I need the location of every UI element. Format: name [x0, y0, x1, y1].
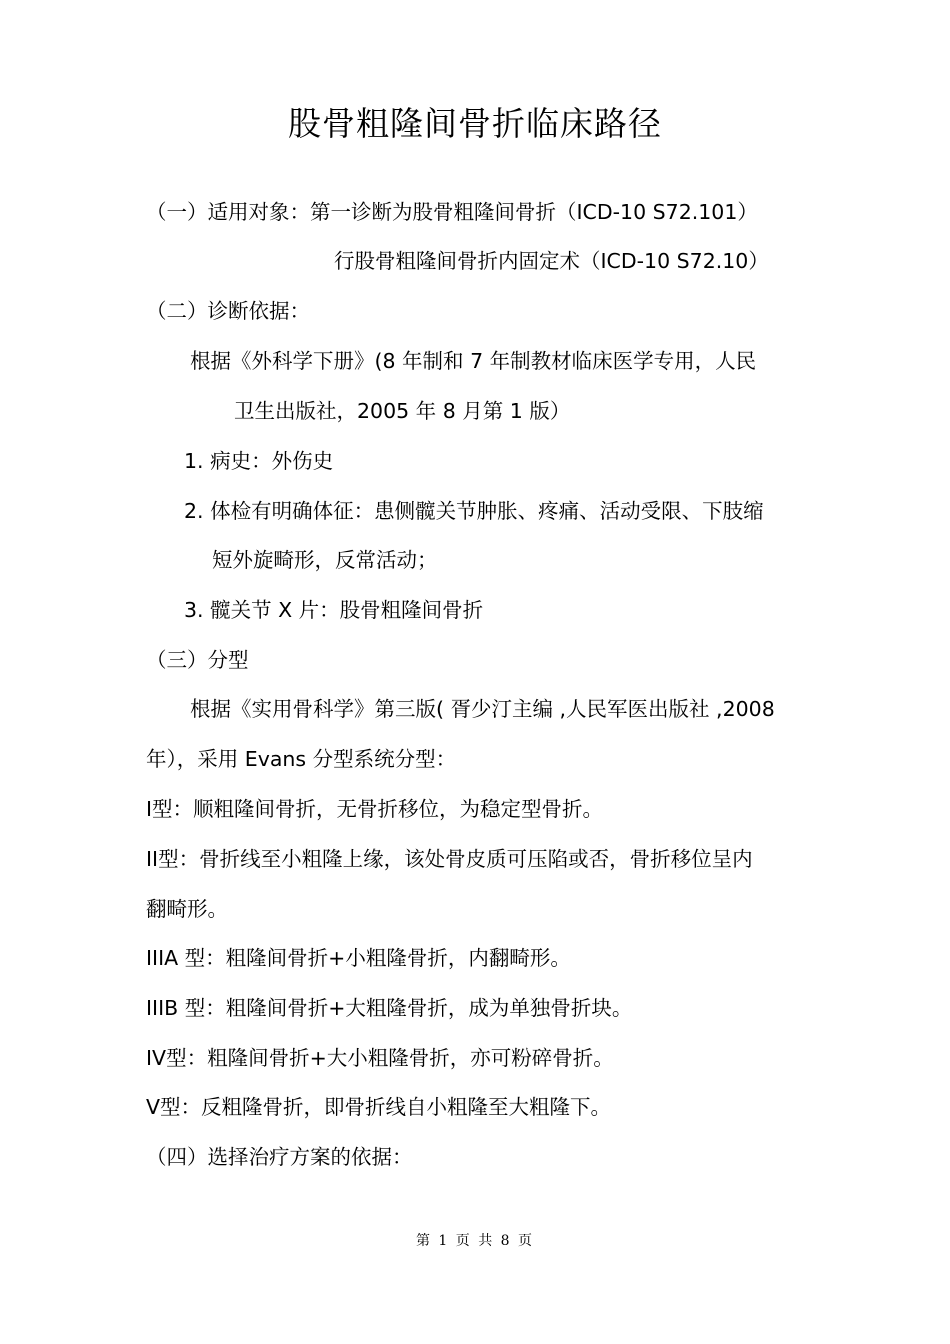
- classification-line: II型：骨折线至小粗隆上缘，该处骨皮质可压陷或否，骨折移位呈内: [146, 847, 753, 871]
- classification-line: IIIB 型：粗隆间骨折+大粗隆骨折，成为单独骨折块。: [146, 996, 633, 1020]
- classification-line: IIIA 型：粗隆间骨折+小粗隆骨折，内翻畸形。: [146, 946, 571, 970]
- paragraph-line: 卫生出版社，2005 年 8 月第 1 版）: [234, 399, 571, 423]
- section-1-heading: （一）适用对象：第一诊断为股骨粗隆间骨折（ICD-10 S72.101）: [146, 200, 758, 224]
- paragraph-line: 根据《实用骨科学》第三版( 胥少汀主编 ,人民军医出版社 ,2008: [190, 697, 775, 721]
- section-4-heading: （四）选择治疗方案的依据：: [146, 1145, 413, 1169]
- list-item: 2. 体检有明确体征：患侧髋关节肿胀、疼痛、活动受限、下肢缩: [184, 499, 764, 523]
- classification-line: 翻畸形。: [146, 897, 228, 921]
- list-item-continuation: 短外旋畸形，反常活动；: [212, 548, 438, 572]
- document-title: 股骨粗隆间骨折临床路径: [288, 104, 662, 143]
- classification-line: I型：顺粗隆间骨折，无骨折移位，为稳定型骨折。: [146, 797, 604, 821]
- classification-line: V型：反粗隆骨折，即骨折线自小粗隆至大粗隆下。: [146, 1095, 612, 1119]
- paragraph-line: 根据《外科学下册》(8 年制和 7 年制教材临床医学专用，人民: [190, 349, 757, 373]
- section-1-continuation: 行股骨粗隆间骨折内固定术（ICD-10 S72.10）: [334, 249, 769, 273]
- list-item: 1. 病史：外伤史: [184, 449, 334, 473]
- classification-line: IV型：粗隆间骨折+大小粗隆骨折，亦可粉碎骨折。: [146, 1046, 614, 1070]
- page-footer: 第 1 页 共 8 页: [415, 1233, 535, 1249]
- list-item: 3. 髋关节 X 片：股骨粗隆间骨折: [184, 598, 484, 622]
- section-2-heading: （二）诊断依据：: [146, 299, 310, 323]
- paragraph-line: 年），采用 Evans 分型系统分型：: [146, 747, 457, 771]
- section-3-heading: （三）分型: [146, 648, 249, 672]
